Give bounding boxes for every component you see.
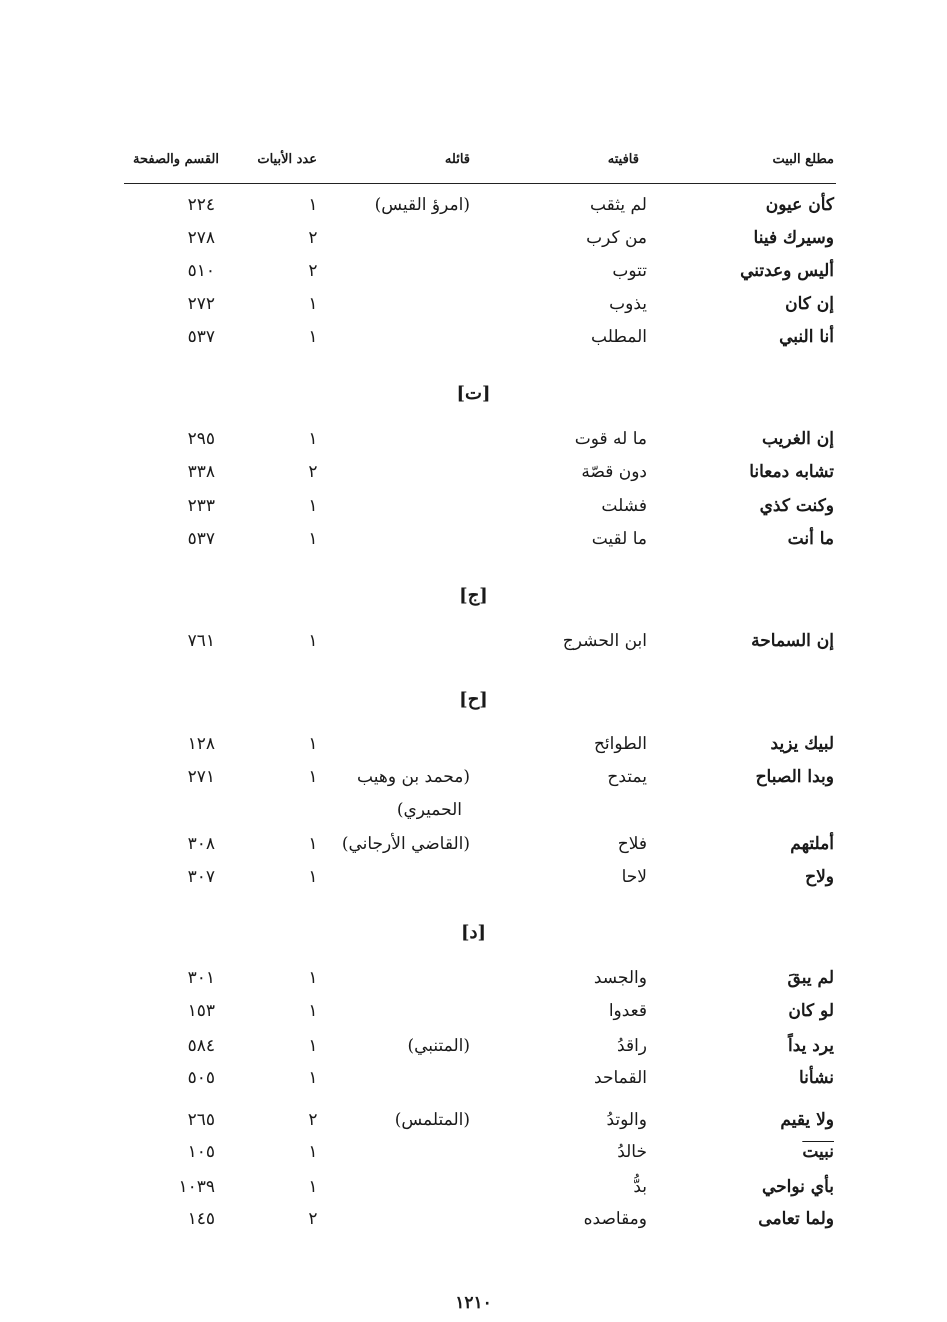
table-header [0, 152, 947, 176]
page-cell: ٥٣٧ [187, 327, 215, 347]
qafiya-cell: لاحا [621, 867, 647, 887]
matla-cell: نشأنا [799, 1068, 834, 1088]
count-cell: ١ [308, 429, 318, 449]
section-heading: [د] [460, 922, 487, 943]
qafiya-cell: ما لقيت [591, 529, 647, 549]
qafiya-cell: والجسد [593, 968, 647, 988]
count-cell: ٢ [308, 462, 318, 482]
matla-cell: ولما تعامى [758, 1209, 834, 1229]
page-cell: ٢٧٢ [187, 294, 215, 314]
count-cell: ١ [308, 1001, 318, 1021]
qafiya-cell: قعدوا [608, 1001, 647, 1021]
count-cell: ٢ [308, 261, 318, 281]
table-row [0, 496, 947, 524]
count-cell: ١ [308, 734, 318, 754]
table-row [0, 867, 947, 895]
table-row [0, 834, 947, 862]
table-row [0, 529, 947, 557]
page-cell: ١٥٣ [187, 1001, 215, 1021]
page-cell: ٣٠٨ [187, 834, 215, 854]
qail-cell-continued: الحميري) [396, 800, 462, 820]
count-cell: ١ [308, 1142, 318, 1162]
table-row [0, 294, 947, 322]
qafiya-cell: راقدُ [617, 1036, 647, 1056]
table-row [0, 195, 947, 223]
matla-cell: تشابه دمعانا [749, 462, 834, 482]
table-row-continuation [0, 800, 947, 828]
matla-cell: لبيك يزيد [770, 734, 834, 754]
qafiya-cell: القماحد [594, 1068, 647, 1088]
matla-cell: إن الغريب [761, 429, 834, 449]
matla-cell: ولا يقيم [780, 1110, 834, 1130]
section-heading: [ح] [459, 689, 488, 710]
matla-cell: لم يبقَ [787, 968, 834, 988]
count-cell: ١ [308, 294, 318, 314]
page-cell: ١٢٨ [187, 734, 215, 754]
header-qafiya: قافيته [607, 152, 639, 167]
qafiya-cell: ابن الحشرج [562, 631, 647, 651]
qail-cell: (المتلمس) [394, 1110, 470, 1130]
table-row [0, 462, 947, 490]
matla-cell: بأي نواحي [761, 1177, 834, 1197]
qafiya-cell: دون قصّة [581, 462, 647, 482]
page-cell: ٣٠٧ [187, 867, 215, 887]
page-cell: ٥٨٤ [187, 1036, 215, 1056]
page-cell: ٥١٠ [187, 261, 215, 281]
count-cell: ١ [308, 1068, 318, 1088]
qail-cell: (امرؤ القيس) [374, 195, 470, 215]
matla-cell: يرد يداً [788, 1036, 834, 1056]
table-row [0, 1001, 947, 1029]
page-cell: ٧٦١ [187, 631, 215, 651]
qafiya-cell: لم يثقب [589, 195, 647, 215]
count-cell: ٢ [308, 228, 318, 248]
count-cell: ١ [308, 767, 318, 787]
page-cell: ٢٩٥ [187, 429, 215, 449]
table-row [0, 1142, 947, 1170]
header-qail: قائله [444, 152, 470, 167]
section-heading: [ت] [456, 383, 491, 404]
page-cell: ٢٧١ [187, 767, 215, 787]
table-row [0, 327, 947, 355]
header-count: عدد الأبيات [257, 152, 317, 167]
qafiya-cell: يذوب [609, 294, 647, 314]
matla-cell: ولاح [805, 867, 834, 887]
table-row [0, 1036, 947, 1064]
matla-cell: وكنت كذي [759, 496, 834, 516]
page-cell: ٢٣٣ [187, 496, 215, 516]
page-cell: ١٤٥ [187, 1209, 215, 1229]
count-cell: ١ [308, 327, 318, 347]
count-cell: ١ [308, 1036, 318, 1056]
matla-cell: وسيرك فينا [753, 228, 834, 248]
count-cell: ١ [308, 834, 318, 854]
table-row [0, 1110, 947, 1138]
qafiya-cell: المطلب [591, 327, 647, 347]
matla-cell: وبدا الصباح [755, 767, 834, 787]
matla-cell: كأن عيون [765, 195, 834, 215]
qafiya-cell: خالدُ [617, 1142, 647, 1162]
matla-cell: أملتهم [790, 834, 834, 854]
page-cell: ٣٠١ [187, 968, 215, 988]
table-row [0, 631, 947, 659]
count-cell: ١ [308, 496, 318, 516]
page-number: ١٢١٠ [455, 1293, 492, 1313]
matla-cell: لو كان [788, 1001, 834, 1021]
count-cell: ١ [308, 631, 318, 651]
qafiya-cell: يمتدح [607, 767, 647, 787]
qafiya-cell: فلاح [617, 834, 647, 854]
table-row [0, 261, 947, 289]
table-row [0, 734, 947, 762]
qail-cell: (المتنبي) [407, 1036, 470, 1056]
page-cell: ١٠٥ [187, 1142, 215, 1162]
qafiya-cell: بدُّ [633, 1177, 647, 1197]
header-rule [124, 183, 836, 184]
page-cell: ١٠٣٩ [178, 1177, 215, 1197]
qafiya-cell: من كرب [586, 228, 647, 248]
qafiya-cell: تتوب [612, 261, 647, 281]
count-cell: ٢ [308, 1209, 318, 1229]
header-page: القسم والصفحة [133, 152, 219, 167]
table-row [0, 1068, 947, 1096]
count-cell: ١ [308, 195, 318, 215]
section-heading: [ج] [459, 585, 488, 606]
matla-cell: إن السماحة [751, 631, 834, 651]
page-cell: ٥٣٧ [187, 529, 215, 549]
qafiya-cell: ومقاصده [583, 1209, 647, 1229]
count-cell: ١ [308, 867, 318, 887]
count-cell: ١ [308, 529, 318, 549]
matla-cell: أنا النبي [779, 327, 834, 347]
qafiya-cell: فشلت [601, 496, 647, 516]
qail-cell: (محمد بن وهيب [357, 767, 470, 787]
matla-cell: ما أنت [787, 529, 834, 549]
table-row [0, 1209, 947, 1237]
page-cell: ٢٦٥ [187, 1110, 215, 1130]
qafiya-cell: ما له قوت [574, 429, 647, 449]
header-matla: مطلع البيت [772, 152, 834, 167]
table-row [0, 767, 947, 795]
table-row [0, 429, 947, 457]
qail-cell: (القاضي الأرجاني) [341, 834, 470, 854]
page-cell: ٢٢٤ [187, 195, 215, 215]
count-cell: ١ [308, 968, 318, 988]
table-row [0, 1177, 947, 1205]
matla-cell: أليس وعدتني [740, 261, 834, 281]
table-row [0, 228, 947, 256]
page-cell: ٣٣٨ [187, 462, 215, 482]
matla-cell: نبيت [802, 1142, 834, 1162]
table-row [0, 968, 947, 996]
qafiya-cell: الطوائح [593, 734, 647, 754]
page-cell: ٢٧٨ [187, 228, 215, 248]
page-cell: ٥٠٥ [187, 1068, 215, 1088]
matla-cell: إن كان [785, 294, 834, 314]
count-cell: ٢ [308, 1110, 318, 1130]
count-cell: ١ [308, 1177, 318, 1197]
qafiya-cell: والوتدُ [606, 1110, 647, 1130]
